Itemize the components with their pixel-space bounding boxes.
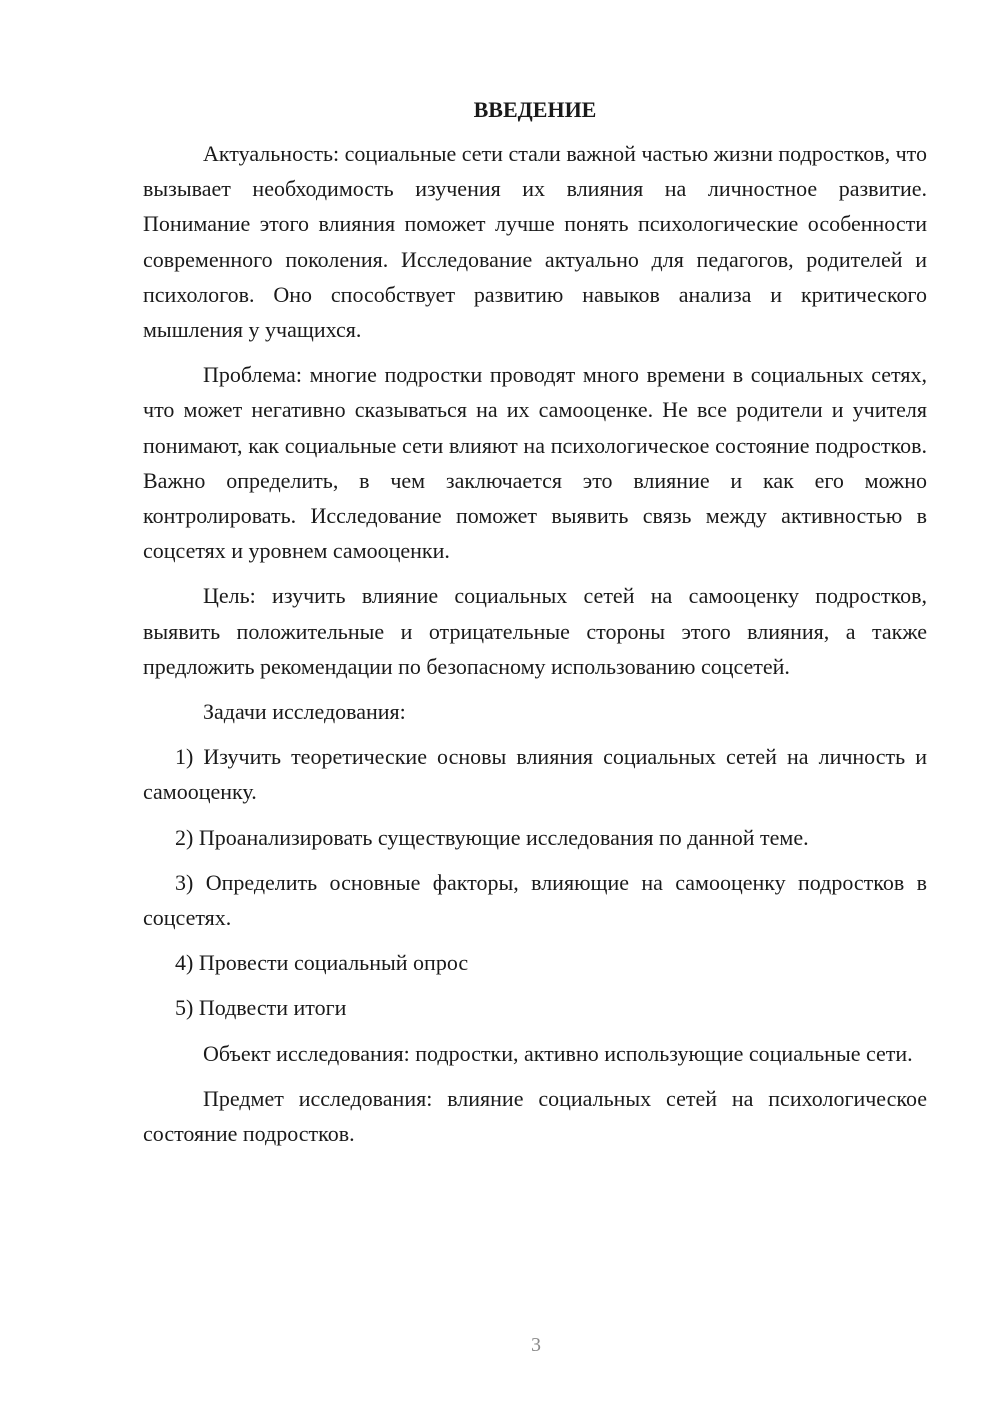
paragraph-goal: Цель: изучить влияние социальных сетей на самооценку подростков, выявить положительные и отрицательные стороны этого влияния, а также предложить рекомендации по безопасному использованию соцсетей. [143, 583, 927, 679]
task-item-1: 1) Изучить теоретические основы влияния социальных сетей на личность и самооценку. [143, 744, 927, 805]
paragraph-subject: Предмет исследования: влияние социальных сетей на психологическое состояние подростков. [143, 1085, 927, 1147]
page-title: ВВЕДЕНИЕ [473, 97, 597, 122]
paragraph-problem: Проблема: многие подростки проводят много времени в социальных сетях, что может негативно сказываться на их самооценке. Не все родители и учителя понимают, как социальные сети влияют на психологическое состояние подростков. Важно определить, в чем заключается это влияние и как его можно контролировать. Исследование поможет выявить связь между активностью в соцсетях и уровнем самооценки. [143, 362, 927, 564]
task-item-5: 5) Подвести итоги [175, 995, 347, 1021]
task-item-3: 3) Определить основные факторы, влияющие на самооценку подростков в соцсетях. [143, 869, 927, 931]
task-item-4: 4) Провести социальный опрос [175, 950, 469, 976]
page-number: 3 [531, 1334, 541, 1356]
task-item-2: 2) Проанализировать существующие исследования по данной теме. [175, 824, 809, 850]
paragraph-object: Объект исследования: подростки, активно использующие социальные сети. [203, 1040, 913, 1066]
tasks-title: Задачи исследования: [203, 699, 406, 725]
document-page [143, 96, 927, 1161]
paragraph-relevance: Актуальность: социальные сети стали важной частью жизни подростков, что вызывает необходимость изучения их влияния на личностное развитие. Понимание этого влияния поможет лучше понять психологические особенности современного поколения. Исследование актуально для педагогов, родителей и психологов. Оно способствует развитию навыков анализа и критического мышления у учащихся. [143, 141, 927, 343]
